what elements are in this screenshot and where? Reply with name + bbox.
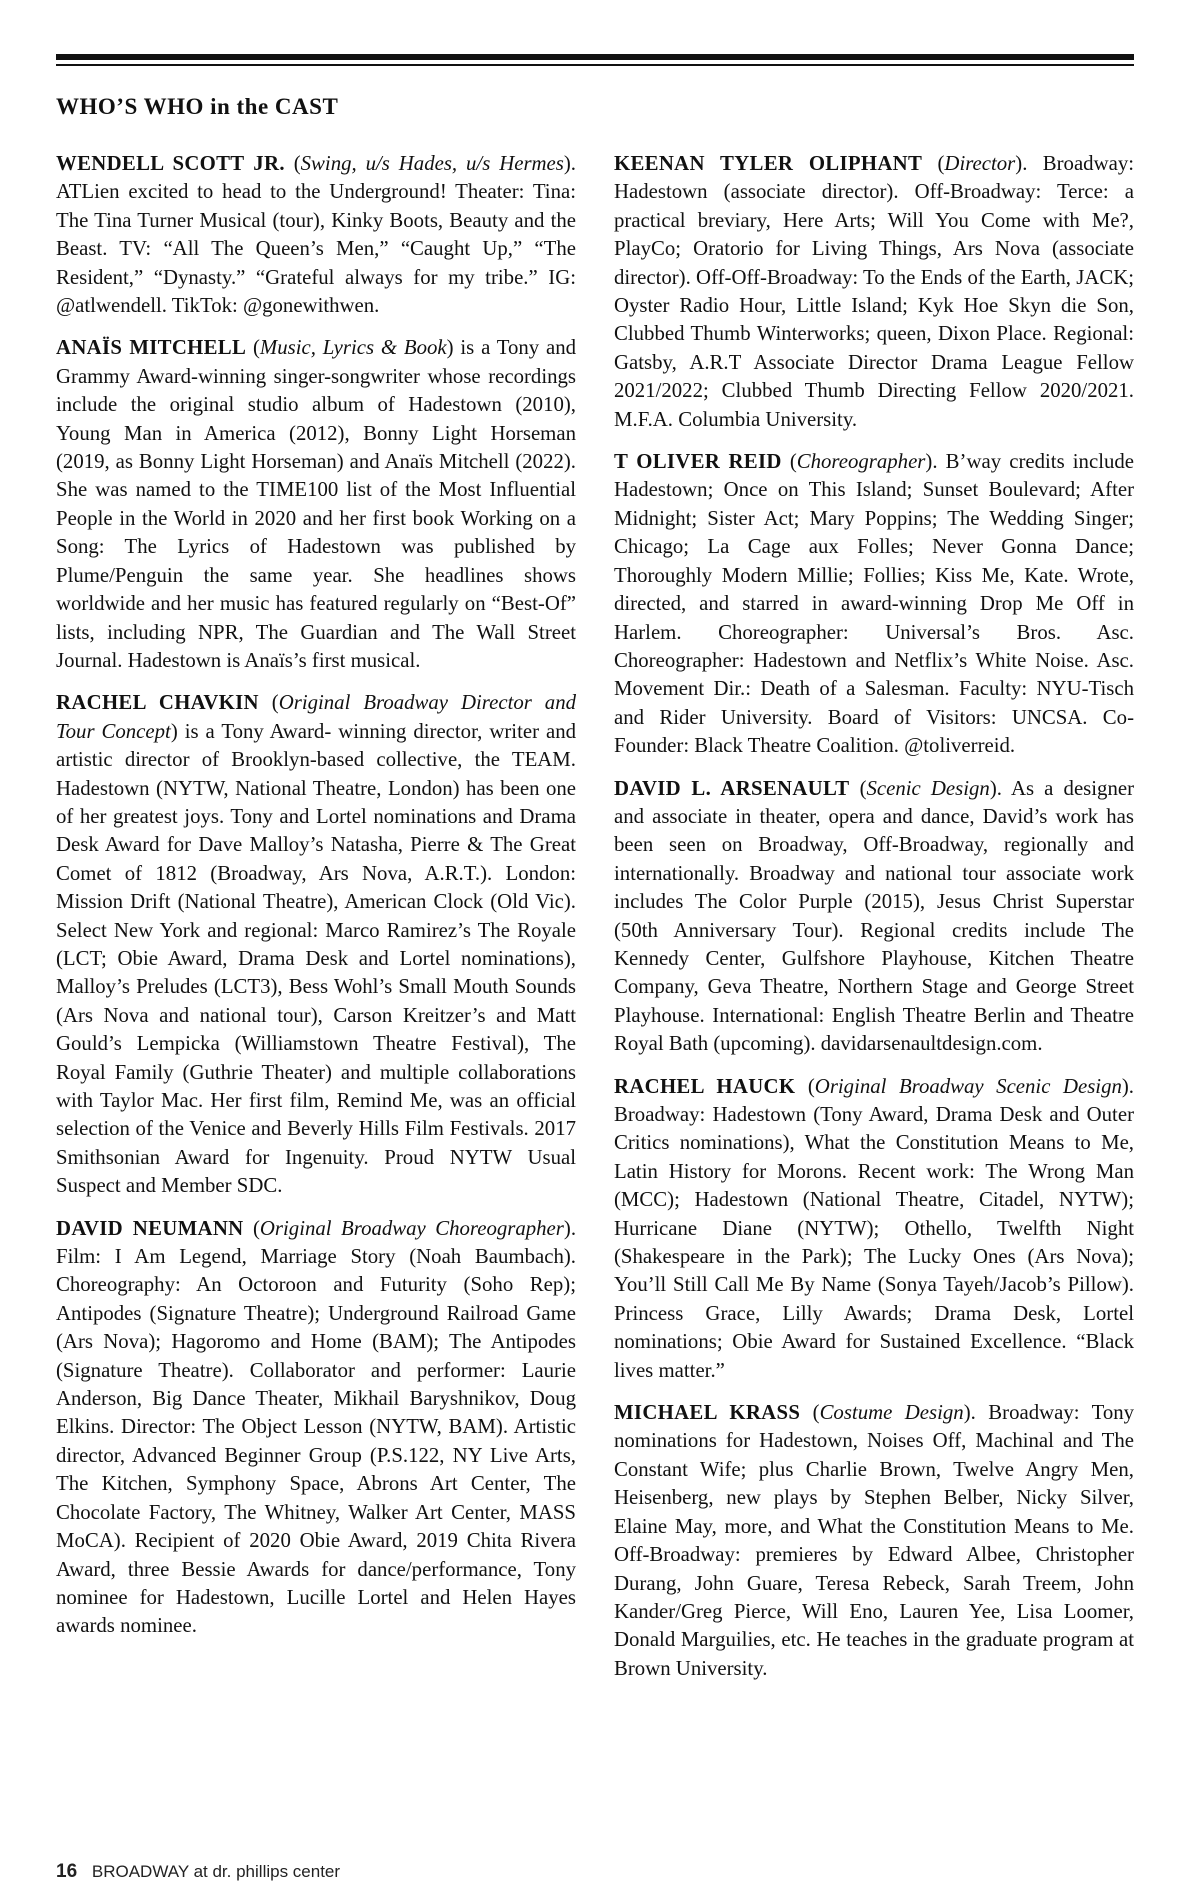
bio-rachel-chavkin: RACHEL CHAVKIN (Original Broadway Director and Tour Concept) is a Tony Award- winning director, writer and artistic director of Brooklyn-based collective, the TEAM. Hadestown (NYTW, National Theatre, London) has been one of her greatest joys. Tony and Lortel nominations and Drama Desk Award for Dave Malloy’s Natasha, Pierre & The Great Comet of 1812 (Broadway, Ars Nova, A.R.T.). London: Mission Drift (National Theatre), American Clock (Old Vic). Select New York and regional: Marco Ramirez’s The Royale (LCT; Obie Award, Drama Desk and Lortel nominations), Malloy’s Preludes (LCT3), Bess Wohl’s Small Mouth Sounds (Ars Nova and national tour), Carson Kreitzer’s and Matt Gould’s Lempicka (Williamstown Theatre Festival), The Royal Family (Guthrie Theater) and multiple collaborations with Taylor Mac. Her first film, Remind Me, was an official selection of the Venice and Beverly Hills Film Festivals. 2017 Smithsonian Award for Ingenuity. Proud NYTW Usual Suspect and Member SDC. (56, 691, 576, 1198)
header-rule-thick (56, 54, 1134, 60)
bio-text: As a designer and associate in theater, opera and dance, David’s work has been seen on Broadway, Off-Broadway, regionally and internationally. Broadway and national tour associate work includes The Color Purple (2015), Jesus Christ Superstar (50th Anniversary Tour). Regional credits include The Kennedy Center, Gulfshore Playhouse, Kitchen Theatre Company, Geva Theatre, Northern Stage and George Street Playhouse. International: English Theatre Berlin and Theatre Royal Bath (upcoming). davidarsenaultdesign.com. (614, 776, 1134, 1056)
bio-role: Director (944, 152, 1016, 175)
bio-anais-mitchell: ANAÏS MITCHELL (Music, Lyrics & Book) is a Tony and Grammy Award-winning singer-songwriter whose recordings include the original studio album of Hadestown (2010), Young Man in America (2012), Bonny Light Horseman (2019, as Bonny Light Horseman) and Anaïs Mitchell (2022). She was named to the TIME100 list of the Most Influential People in the World in 2020 and her first book Working on a Song: The Lyrics of Hadestown was published by Plume/Penguin the same year. She headlines shows worldwide and her music has featured regularly on “Best-Of” lists, including NPR, The Guardian and The Wall Street Journal. Hadestown is Anaïs’s first musical. (56, 336, 577, 672)
bio-role: Music, Lyrics & Book (259, 336, 447, 360)
bio-name: WENDELL SCOTT JR. (56, 152, 285, 175)
left-column (56, 150, 576, 1655)
bio-michael-krass: MICHAEL KRASS (Costume Design). Broadway: Tony nominations for Hadestown, Noises Off, Machinal and The Constant Wife; plus Charlie Brown, Twelve Angry Men, Heisenberg, new plays by Stephen Belber, Nicky Silver, Elaine May, more, and What the Constitution Means to Me. Off-Broadway: premieres by Edward Albee, Christopher Durang, John Guare, Teresa Rebeck, Sarah Treem, John Kander/Greg Pierce, Will Eno, Lauren Yee, Lisa Loomer, Donald Marguilies, etc. He teaches in the graduate program at Brown University. (614, 1401, 1135, 1680)
bio-david-neumann: DAVID NEUMANN (Original Broadway Choreographer). Film: I Am Legend, Marriage Story (Noah Baumbach). Choreography: An Octoroon and Futurity (Soho Rep); Antipodes (Signature Theatre); Underground Railroad Game (Ars Nova); Hagoromo and Home (BAM); The Antipodes (Signature Theatre). Collaborator and performer: Laurie Anderson, Big Dance Theater, Mikhail Baryshnikov, Doug Elkins. Director: The Object Lesson (NYTW, BAM). Artistic director, Advanced Beginner Group (P.S.122, NY Live Arts, The Kitchen, Symphony Space, Abrons Art Center, The Chocolate Factory, The Whitney, Walker Art Center, MASS MoCA). Recipient of 2020 Obie Award, 2019 Chita Rivera Award, three Bessie Awards for dance/performance, Tony nominee for Hadestown, Lucille Lortel and Helen Hayes awards nominee. (56, 1216, 577, 1638)
bio-text: Broadway: Tony nominations for Hadestown, Noises Off, Machinal and The Constant Wife; plus Charlie Brown, Twelve Angry Men, Heisenberg, new plays by Stephen Belber, Nicky Silver, Elaine May, more, and What the Constitution Means to Me. Off-Broadway: premieres by Edward Albee, Christopher Durang, John Guare, Teresa Rebeck, Sarah Treem, John Kander/Greg Pierce, Will Eno, Lauren Yee, Lisa Loomer, Donald Marguilies, etc. He teaches in the graduate program at Brown University. (614, 1401, 1135, 1680)
bio-name: DAVID NEUMANN (56, 1216, 244, 1240)
bio-name: RACHEL HAUCK (614, 1074, 796, 1098)
bio-role: Original Broadway Director and Tour Concept (56, 691, 576, 743)
bio-rachel-hauck: RACHEL HAUCK (Original Broadway Scenic Design). Broadway: Hadestown (Tony Award, Drama Desk and Outer Critics nominations), What the Constitution Means to Me, Latin History for Morons. Recent work: The Wrong Man (MCC); Hadestown (National Theatre, Citadel, NYTW); Hurricane Diane (NYTW); Othello, Twelfth Night (Shakespeare in the Park); The Lucky Ones (Ars Nova); You’ll Still Call Me By Name (Sonya Tayeh/Jacob’s Pillow). Princess Grace, Lilly Awards; Drama Desk, Lortel nominations; Obie Award for Sustained Excellence. “Black lives matter.” (614, 1074, 1134, 1382)
bio-t-oliver-reid: T OLIVER REID (Choreographer). B’way credits include Hadestown; Once on This Island; Sunset Boulevard; After Midnight; Sister Act; Mary Poppins; The Wedding Singer; Chicago; La Cage aux Folles; Never Gonna Dance; Thoroughly Modern Millie; Follies; Kiss Me, Kate. Wrote, directed, and starred in award-winning Drop Me Off in Harlem. Choreographer: Universal’s Bros. Asc. Choreographer: Hadestown and Netflix’s White Noise. Asc. Movement Dir.: Death of a Salesman. Faculty: NYU-Tisch and Rider University. Board of Visitors: UNCSA. Co-Founder: Black Theatre Coalition. @toliverreid. (614, 450, 1134, 758)
bio-name: RACHEL CHAVKIN (56, 691, 259, 715)
bio-text: Broadway: Hadestown (associate director). Off-Broadway: Terce: a practical breviary, Here Arts; Will You Come with Me?, PlayCo; Oratorio for Living Things, Ars Nova (associate director). Off-Off-Broadway: To the Ends of the Earth, JACK; Oyster Radio Hour, Little Island; Kyk Hoe Skyn die Son, Clubbed Thumb Winterworks; queen, Dixon Place. Regional: Gatsby, A.R.T Associate Director Drama League Fellow 2021/2022; Clubbed Thumb Directing Fellow 2020/2021. M.F.A. Columbia University. (614, 152, 1135, 431)
bio-name: KEENAN TYLER OLIPHANT (614, 152, 923, 175)
bio-role: Original Broadway Scenic Design (814, 1074, 1122, 1098)
bio-role: Swing, u/s Hades, u/s Hermes (300, 152, 564, 175)
bio-text: ATLien excited to head to the Underground! Theater: Tina: The Tina Turner Musical (tour), Kinky Boots, Beauty and the Beast. TV: “All The Queen’s Men,” “Caught Up,” “The Resident,” “Dynasty.” “Grateful always for my tribe.” IG: @atlwendell. TikTok: @gonewithwen. (56, 180, 576, 318)
publication-name: BROADWAY at dr. phillips center (91, 1862, 341, 1881)
bio-text: Broadway: Hadestown (Tony Award, Drama Desk and Outer Critics nominations), What the Constitution Means to Me, Latin History for Morons. Recent work: The Wrong Man (MCC); Hadestown (National Theatre, Citadel, NYTW); Hurricane Diane (NYTW); Othello, Twelfth Night (Shakespeare in the Park); The Lucky Ones (Ars Nova); You’ll Still Call Me By Name (Sonya Tayeh/Jacob’s Pillow). Princess Grace, Lilly Awards; Drama Desk, Lortel nominations; Obie Award for Sustained Excellence. “Black lives matter.” (614, 1103, 1134, 1382)
bio-text: B’way credits include Hadestown; Once on This Island; Sunset Boulevard; After Midnight; Sister Act; Mary Poppins; The Wedding Singer; Chicago; La Cage aux Folles; Never Gonna Dance; Thoroughly Modern Millie; Follies; Kiss Me, Kate. Wrote, directed, and starred in award-winning Drop Me Off in Harlem. Choreographer: Universal’s Bros. Asc. Choreographer: Hadestown and Netflix’s White Noise. Asc. Movement Dir.: Death of a Salesman. Faculty: NYU-Tisch and Rider University. Board of Visitors: UNCSA. Co-Founder: Black Theatre Coalition. @toliverreid. (614, 450, 1134, 758)
bio-name: DAVID L. ARSENAULT (614, 776, 850, 800)
bio-role: Choreographer (796, 450, 926, 474)
page-number: 16 (56, 1861, 78, 1882)
bio-text: Film: I Am Legend, Marriage Story (Noah Baumbach). Choreography: An Octoroon and Futurity (Soho Rep); Antipodes (Signature Theatre); Underground Railroad Game (Ars Nova); Hagoromo and Home (BAM); The Antipodes (Signature Theatre). Collaborator and performer: Laurie Anderson, Big Dance Theater, Mikhail Baryshnikov, Doug Elkins. Director: The Object Lesson (NYTW, BAM). Artistic director, Advanced Beginner Group (P.S.122, NY Live Arts, The Kitchen, Symphony Space, Abrons Art Center, The Chocolate Factory, The Whitney, Walker Art Center, MASS MoCA). Recipient of 2020 Obie Award, 2019 Chita Rivera Award, three Bessie Awards for dance/performance, Tony nominee for Hadestown, Lucille Lortel and Helen Hayes awards nominee. (56, 1245, 576, 1638)
header-rule-thin (56, 64, 1134, 66)
bio-wendell-scott: WENDELL SCOTT JR. (Swing, u/s Hades, u/s Hermes). ATLien excited to head to the Underground! Theater: Tina: The Tina Turner Musical (tour), Kinky Boots, Beauty and the Beast. TV: “All The Queen’s Men,” “Caught Up,” “The Resident,” “Dynasty.” “Grateful always for my tribe.” IG: @atlwendell. TikTok: @gonewithwen. (56, 152, 576, 318)
bio-text: is a Tony Award- winning director, writer and artistic director of Brooklyn-based collective, the TEAM. Hadestown (NYTW, National Theatre, London) has been one of her greatest joys. Tony and Lortel nominations and Drama Desk Award for Dave Malloy’s Natasha, Pierre & The Great Comet of 1812 (Broadway, Ars Nova, A.R.T.). London: Mission Drift (National Theatre), American Clock (Old Vic). Select New York and regional: Marco Ramirez’s The Royale (LCT; Obie Award, Drama Desk and Lortel nominations), Malloy’s Preludes (LCT3), Bess Wohl’s Small Mouth Sounds (Ars Nova and national tour), Carson Kreitzer’s and Matt Gould’s Lempicka (Williamstown Theatre Festival), The Royal Family (Guthrie Theater) and multiple collaborations with Taylor Mac. Her first film, Remind Me, was an official selection of the Venice and Beverly Hills Film Festivals. 2017 Smithsonian Award for Ingenuity. Proud NYTW Usual Suspect and Member SDC. (56, 719, 576, 1198)
bio-text: is a Tony and Grammy Award-winning singer-songwriter whose recordings include the original studio album of Hadestown (2010), Young Man in America (2012), Bonny Light Horseman (2019, as Bonny Light Horseman) and Anaïs Mitchell (2022). She was named to the TIME100 list of the Most Influential People in the World in 2020 and her first book Working on a Song: The Lyrics of Hadestown was published by Plume/Penguin the same year. She headlines shows worldwide and her music has featured regularly on “Best-Of” lists, including NPR, The Guardian and The Wall Street Journal. Hadestown is Anaïs’s first musical. (56, 336, 577, 672)
bio-name: MICHAEL KRASS (614, 1401, 801, 1425)
right-column (614, 150, 1134, 1697)
bio-keenan-tyler-oliphant: KEENAN TYLER OLIPHANT (Director). Broadway: Hadestown (associate director). Off-Broadway: Terce: a practical breviary, Here Arts; Will You Come with Me?, PlayCo; Oratorio for Living Things, Ars Nova (associate director). Off-Off-Broadway: To the Ends of the Earth, JACK; Oyster Radio Hour, Little Island; Kyk Hoe Skyn die Son, Clubbed Thumb Winterworks; queen, Dixon Place. Regional: Gatsby, A.R.T Associate Director Drama League Fellow 2021/2022; Clubbed Thumb Directing Fellow 2020/2021. M.F.A. Columbia University. (614, 152, 1135, 431)
bio-david-arsenault: DAVID L. ARSENAULT (Scenic Design). As a designer and associate in theater, opera and dance, David’s work has been seen on Broadway, Off-Broadway, regionally and internationally. Broadway and national tour associate work includes The Color Purple (2015), Jesus Christ Superstar (50th Anniversary Tour). Regional credits include The Kennedy Center, Gulfshore Playhouse, Kitchen Theatre Company, Geva Theatre, Northern Stage and George Street Playhouse. International: English Theatre Berlin and Theatre Royal Bath (upcoming). davidarsenaultdesign.com. (614, 776, 1134, 1056)
bio-role: Original Broadway Choreographer (259, 1216, 564, 1240)
bio-role: Scenic Design (866, 776, 990, 800)
page-footer (56, 1861, 340, 1883)
section-title: WHO’S WHO in the CAST (56, 94, 339, 119)
bio-name: ANAÏS MITCHELL (56, 336, 247, 360)
bio-role: Costume Design (819, 1401, 964, 1425)
bio-name: T OLIVER REID (614, 450, 782, 474)
